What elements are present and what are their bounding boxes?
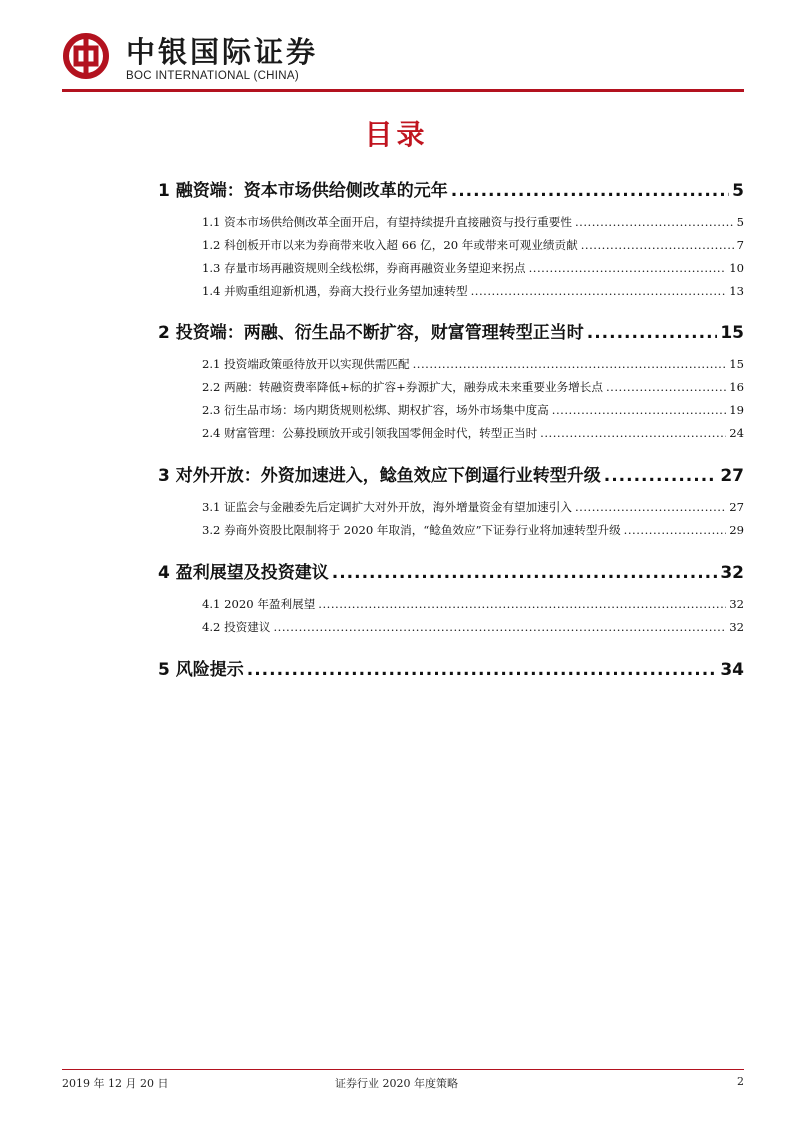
toc-entry-2-2[interactable] [202,379,744,395]
toc-leader [471,284,727,298]
toc-entry-label: 4.2 投资建议 [202,620,271,634]
toc-entry-label: 2.2 两融：转融资费率降低+标的扩容+券源扩大，融券成未来重要业务增长点 [202,380,603,394]
toc-entry-page: 24 [729,426,744,440]
toc-entry-page: 32 [729,620,744,634]
brand-name-cn: 中银国际证券 [126,35,319,69]
toc-entry-3[interactable] [158,461,744,486]
toc-leader [318,597,726,611]
toc-entry-3-1[interactable] [202,499,744,515]
page-header [62,30,744,94]
toc-leader [604,466,718,486]
toc-entry-1-2[interactable] [202,237,744,253]
toc-leader [274,620,727,634]
toc-entry-page: 34 [720,660,744,680]
toc-entry-page: 19 [729,403,744,417]
toc-entry-label: 2 投资端：两融、衍生品不断扩容，财富管理转型正当时 [158,323,584,343]
toc-entry-label: 3 对外开放：外资加速进入，鲶鱼效应下倒逼行业转型升级 [158,466,601,486]
toc-entry-page: 13 [729,284,744,298]
toc-entry-page: 27 [720,466,744,486]
toc-leader [624,523,727,537]
toc-entry-page: 27 [729,500,744,514]
toc-entry-2[interactable] [158,318,744,343]
toc-entry-label: 3.1 证监会与金融委先后定调扩大对外开放，海外增量资金有望加速引入 [202,500,572,514]
toc-entry-label: 5 风险提示 [158,660,244,680]
toc-entry-label: 1 融资端：资本市场供给侧改革的元年 [158,181,448,201]
toc-entry-label: 1.1 资本市场供给侧改革全面开启，有望持续提升直接融资与投行重要性 [202,215,572,229]
toc-entry-4-1[interactable] [202,596,744,612]
toc-entry-1-3[interactable] [202,260,744,276]
toc-entry-page: 5 [732,181,744,201]
toc-entry-5[interactable] [158,655,744,680]
toc-entry-4-2[interactable] [202,619,744,635]
toc-leader [332,563,718,583]
header-divider [62,89,744,92]
toc-entry-2-3[interactable] [202,402,744,418]
toc-entry-label: 1.2 科创板开市以来为券商带来收入超 66 亿，20 年或带来可观业绩贡献 [202,238,578,252]
toc-entry-label: 2.3 衍生品市场：场内期货规则松绑、期权扩容，场外市场集中度高 [202,403,549,417]
toc-entry-page: 29 [729,523,744,537]
toc-leader [540,426,726,440]
toc-entry-label: 4.1 2020 年盈利展望 [202,597,316,611]
toc-leader [552,403,726,417]
footer-page-number: 2 [737,1075,744,1088]
toc-entry-1-4[interactable] [202,283,744,299]
toc-entry-label: 2.4 财富管理：公募投顾放开或引领我国零佣金时代，转型正当时 [202,426,538,440]
toc-leader [587,323,718,343]
toc-entry-2-4[interactable] [202,425,744,441]
toc-entry-page: 5 [736,215,744,229]
toc-entry-4[interactable] [158,558,744,583]
toc-entry-label: 1.4 并购重组迎新机遇，券商大投行业务望加速转型 [202,284,468,298]
toc-leader [247,660,718,680]
toc-leader [581,238,734,252]
toc-leader [575,500,726,514]
toc-leader [606,380,726,394]
toc-entry-1-1[interactable] [202,214,744,230]
toc-entry-page: 10 [729,261,744,275]
toc-entry-page: 15 [729,357,744,371]
toc-entry-page: 32 [729,597,744,611]
footer-divider [62,1069,744,1070]
toc-entry-label: 4 盈利展望及投资建议 [158,563,329,583]
toc-entry-1[interactable] [158,176,744,201]
footer-doc-title: 证券行业 2020 年度策略 [335,1077,458,1090]
boc-logo-icon [62,32,110,80]
toc-entry-page: 15 [720,323,744,343]
toc-entry-2-1[interactable] [202,356,744,372]
toc-leader [529,261,727,275]
brand-name-en: BOC INTERNATIONAL (CHINA) [126,70,299,82]
toc-entry-label: 2.1 投资端政策亟待放开以实现供需匹配 [202,357,410,371]
toc-entry-page: 16 [729,380,744,394]
page-title: 目录 [364,118,429,151]
toc-entry-page: 7 [736,238,744,252]
toc-entry-page: 32 [720,563,744,583]
toc-leader [575,215,734,229]
toc-leader [451,181,729,201]
toc-leader [413,357,727,371]
toc-entry-label: 3.2 券商外资股比限制将于 2020 年取消，“鲶鱼效应”下证券行业将加速转型升级 [202,523,621,537]
toc-entry-label: 1.3 存量市场再融资规则全线松绑，券商再融资业务望迎来拐点 [202,261,526,275]
toc-entry-3-2[interactable] [202,522,744,538]
footer-date: 2019 年 12 月 20 日 [62,1077,169,1090]
